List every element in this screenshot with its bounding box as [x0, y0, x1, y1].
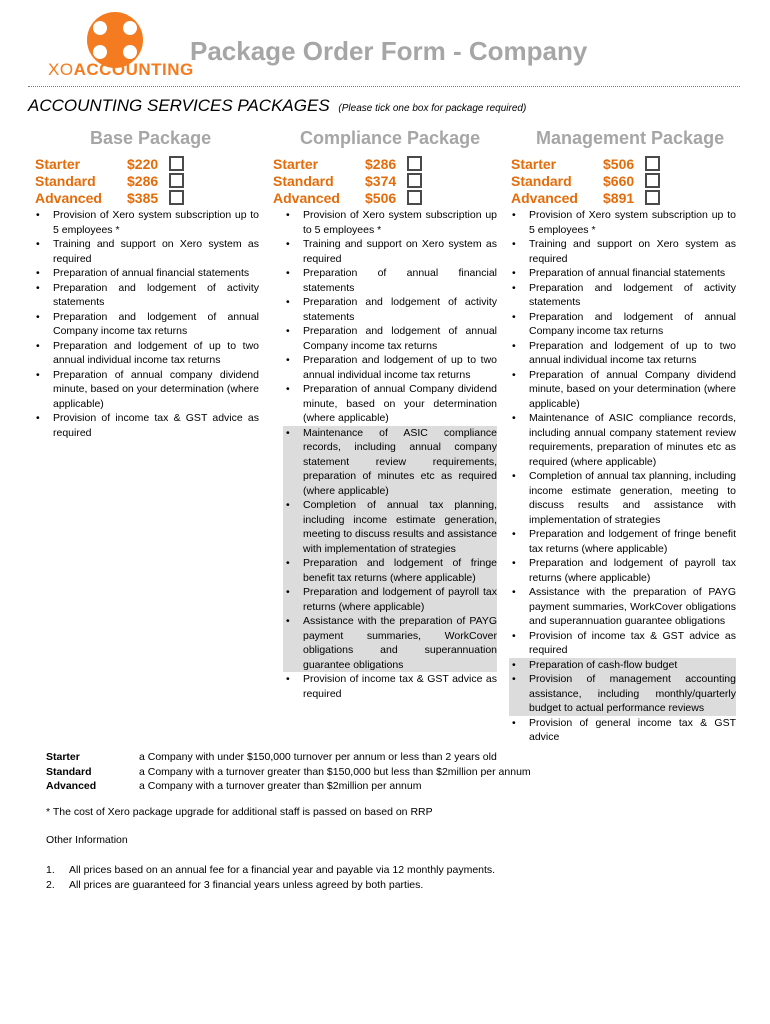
management-standard-checkbox[interactable] — [645, 173, 660, 188]
logo-word: ACCOUNTING — [73, 60, 194, 79]
feature-item: • Provision of Xero system subscription up to 5 employees * — [509, 208, 736, 237]
tier-row — [35, 155, 184, 172]
definition-row — [46, 750, 531, 765]
tier-price: $220 — [127, 155, 159, 172]
tier-name: Advanced — [511, 189, 578, 206]
form-title: Package Order Form - Company — [190, 36, 588, 66]
feature-item: • Provision of income tax & GST advice as required — [33, 411, 259, 440]
base-standard-checkbox[interactable] — [169, 173, 184, 188]
compliance-package-title: Compliance Package — [300, 128, 481, 148]
tier-price: $891 — [603, 189, 635, 206]
definition-term: Standard — [46, 765, 92, 778]
compliance-package-features — [283, 208, 497, 701]
tier-price: $374 — [365, 172, 397, 189]
definition-row — [46, 765, 531, 780]
tier-row — [511, 172, 660, 189]
feature-item: • Preparation of annual Company dividend minute, based on your determination (where applicable) — [509, 368, 736, 412]
feature-item: • Preparation of annual company dividend minute, based on your determination (where applicable) — [33, 368, 259, 412]
tier-price: $286 — [127, 172, 159, 189]
feature-item: • Preparation and lodgement of annual Company income tax returns — [33, 310, 259, 339]
xero-footnote: * The cost of Xero package upgrade for additional staff is passed on based on RRP — [46, 806, 433, 818]
base-package-features — [33, 208, 259, 440]
feature-item: • Provision of general income tax & GST advice — [509, 716, 736, 745]
base-starter-checkbox[interactable] — [169, 156, 184, 171]
tier-name: Starter — [35, 155, 81, 172]
feature-item: • Preparation and lodgement of activity statements — [33, 281, 259, 310]
feature-item: • Training and support on Xero system as required — [33, 237, 259, 266]
feature-item: • Preparation of annual financial statements — [509, 266, 736, 281]
section-note: (Please tick one box for package required) — [338, 103, 527, 114]
feature-item: • Preparation and lodgement of fringe benefit tax returns (where applicable) — [509, 527, 736, 556]
feature-item: • Preparation of annual financial statements — [283, 266, 497, 295]
tier-row — [35, 189, 184, 206]
feature-item: • Preparation and lodgement of activity statements — [509, 281, 736, 310]
definition-desc: a Company with a turnover greater than $150,000 but less than $2million per annum — [139, 765, 531, 778]
feature-item: • Training and support on Xero system as required — [509, 237, 736, 266]
feature-item: • Preparation of annual Company dividend minute, based on your determination (where applicable) — [283, 382, 497, 426]
tier-row — [511, 155, 660, 172]
info-item — [46, 863, 495, 878]
section-title-text: ACCOUNTING SERVICES PACKAGES — [28, 96, 330, 115]
base-advanced-checkbox[interactable] — [169, 190, 184, 205]
tier-row — [35, 172, 184, 189]
management-package-tiers — [511, 155, 660, 206]
tier-name: Advanced — [35, 189, 102, 206]
feature-item: • Maintenance of ASIC compliance records, including annual company statement review requirements, preparation of minutes etc as required (where applicable) — [283, 426, 497, 499]
feature-item: • Preparation and lodgement of up to two annual individual income tax returns — [283, 353, 497, 382]
logo-prefix: XO — [48, 60, 74, 79]
feature-item: • Preparation of cash-flow budget — [509, 658, 736, 673]
feature-item: • Preparation and lodgement of fringe benefit tax returns (where applicable) — [283, 556, 497, 585]
feature-item: • Provision of income tax & GST advice as required — [283, 672, 497, 701]
feature-item: • Completion of annual tax planning, including income estimate generation, meeting to discuss results and assistance with implementation of strategies — [509, 469, 736, 527]
definition-row — [46, 779, 531, 794]
feature-item: • Preparation and lodgement of up to two annual individual income tax returns — [509, 339, 736, 368]
feature-item: • Preparation and lodgement of annual Company income tax returns — [283, 324, 497, 353]
management-package-title: Management Package — [536, 128, 725, 148]
compliance-package-tiers — [273, 155, 422, 206]
feature-item: • Assistance with the preparation of PAYG payment summaries, WorkCover obligations and superannuation guarantee obligations — [509, 585, 736, 629]
feature-item: • Preparation of annual financial statements — [33, 266, 259, 281]
feature-item: • Provision of Xero system subscription up to 5 employees * — [283, 208, 497, 237]
feature-item: • Provision of income tax & GST advice as required — [509, 629, 736, 658]
feature-item: • Provision of Xero system subscription up to 5 employees * — [33, 208, 259, 237]
tier-price: $506 — [603, 155, 635, 172]
tier-name: Starter — [511, 155, 557, 172]
feature-item: • Maintenance of ASIC compliance records, including annual company statement review requirements, preparation of minutes etc as required (where applicable) — [509, 411, 736, 469]
tier-price: $286 — [365, 155, 397, 172]
tier-name: Standard — [273, 172, 334, 189]
management-package-features — [509, 208, 736, 745]
definition-term: Starter — [46, 751, 80, 763]
header-divider — [28, 86, 740, 87]
feature-item: • Preparation and lodgement of up to two annual individual income tax returns — [33, 339, 259, 368]
info-number: 1. — [46, 864, 55, 876]
tier-row — [511, 189, 660, 206]
management-starter-checkbox[interactable] — [645, 156, 660, 171]
tier-row — [273, 189, 422, 206]
tier-name: Standard — [35, 172, 96, 189]
definition-desc: a Company with under $150,000 turnover per annum or less than 2 years old — [139, 751, 497, 763]
tier-row — [273, 155, 422, 172]
info-number: 2. — [46, 879, 55, 891]
info-text: All prices based on an annual fee for a financial year and payable via 12 monthly payments. — [69, 864, 496, 876]
info-text: All prices are guaranteed for 3 financial years unless agreed by both parties. — [69, 879, 424, 891]
section-title — [28, 96, 526, 116]
tier-name: Starter — [273, 155, 319, 172]
feature-item: • Preparation and lodgement of payroll tax returns (where applicable) — [283, 585, 497, 614]
tier-row — [273, 172, 422, 189]
tier-definitions — [46, 750, 531, 794]
definition-term: Advanced — [46, 780, 97, 792]
compliance-starter-checkbox[interactable] — [407, 156, 422, 171]
compliance-standard-checkbox[interactable] — [407, 173, 422, 188]
base-package-tiers — [35, 155, 184, 206]
tier-name: Standard — [511, 172, 572, 189]
definition-desc: a Company with a turnover greater than $2million per annum — [139, 780, 422, 792]
logo-wordmark — [48, 60, 194, 80]
feature-item: • Training and support on Xero system as required — [283, 237, 497, 266]
compliance-advanced-checkbox[interactable] — [407, 190, 422, 205]
other-info-title: Other Information — [46, 834, 128, 846]
info-item — [46, 878, 495, 893]
other-info-list — [46, 863, 495, 893]
tier-name: Advanced — [273, 189, 340, 206]
feature-item: • Completion of annual tax planning, including income estimate generation, meeting to discuss results and assistance with implementation of strategies — [283, 498, 497, 556]
tier-price: $385 — [127, 189, 159, 206]
feature-item: • Preparation and lodgement of activity statements — [283, 295, 497, 324]
tier-price: $660 — [603, 172, 635, 189]
feature-item: • Assistance with the preparation of PAYG payment summaries, WorkCover obligations and superannuation guarantee obligations — [283, 614, 497, 672]
feature-item: • Preparation and lodgement of annual Company income tax returns — [509, 310, 736, 339]
management-advanced-checkbox[interactable] — [645, 190, 660, 205]
tier-price: $506 — [365, 189, 397, 206]
base-package-title: Base Package — [90, 128, 212, 148]
feature-item: • Preparation and lodgement of payroll tax returns (where applicable) — [509, 556, 736, 585]
feature-item: • Provision of management accounting assistance, including monthly/quarterly budget to actual performance reviews — [509, 672, 736, 716]
